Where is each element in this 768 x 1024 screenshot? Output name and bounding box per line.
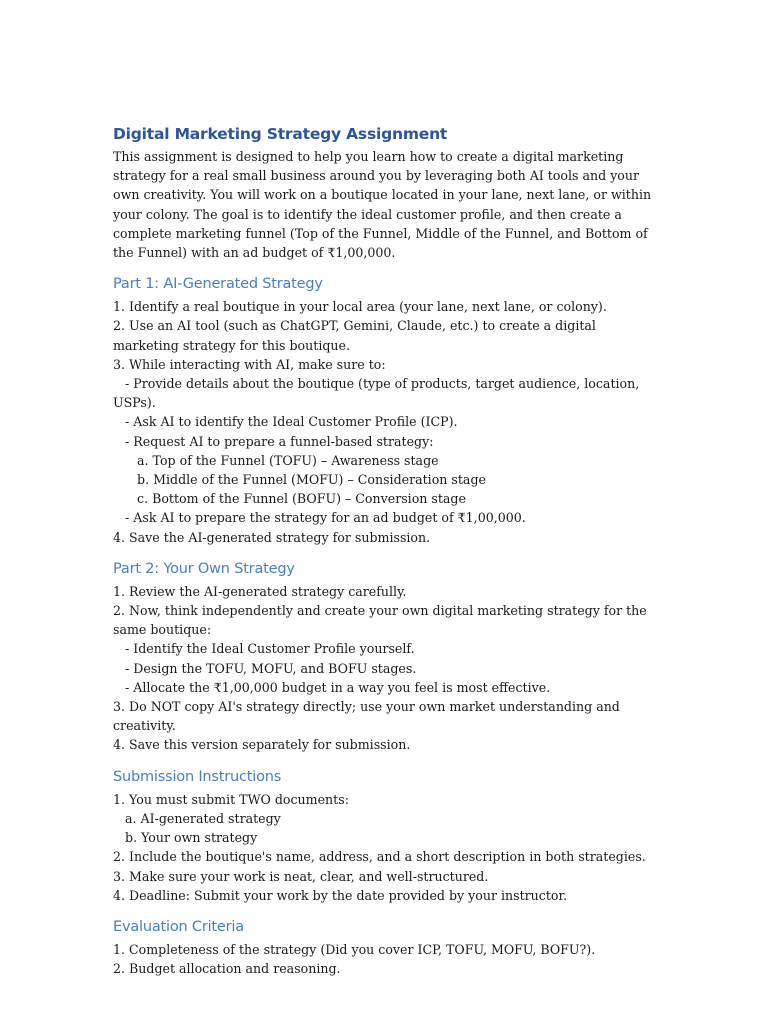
section-list <box>113 940 658 978</box>
document-title: Digital Marketing Strategy Assignment <box>113 125 448 143</box>
section-list <box>113 582 658 755</box>
section-part-2-your-own-strategy <box>113 559 658 755</box>
list-item: 3. Make sure your work is neat, clear, and well-structured. <box>113 868 489 884</box>
section-list <box>113 297 658 547</box>
list-item: 1. You must submit TWO documents: <box>113 791 349 807</box>
list-item: a. Top of the Funnel (TOFU) – Awareness stage <box>113 452 439 468</box>
list-item: 4. Deadline: Submit your work by the date provided by your instructor. <box>113 887 568 903</box>
list-item: 3. Do NOT copy AI's strategy directly; use your own market understanding and creativity. <box>113 699 624 734</box>
list-item: 1. Review the AI-generated strategy carefully. <box>113 583 407 599</box>
list-item: 4. Save the AI-generated strategy for submission. <box>113 529 431 545</box>
section-list <box>113 790 658 905</box>
list-item: b. Middle of the Funnel (MOFU) – Consideration stage <box>113 472 486 488</box>
list-item: 1. Completeness of the strategy (Did you cover ICP, TOFU, MOFU, BOFU?). <box>113 941 596 957</box>
list-item: - Ask AI to identify the Ideal Customer Profile (ICP). <box>113 414 458 430</box>
section-heading: Part 1: AI-Generated Strategy <box>113 276 323 293</box>
list-item: 3. While interacting with AI, make sure to: <box>113 356 386 372</box>
list-item: a. AI-generated strategy <box>113 810 281 826</box>
section-evaluation-criteria <box>113 917 658 978</box>
list-item: 1. Identify a real boutique in your local area (your lane, next lane, or colony). <box>113 299 607 315</box>
list-item: - Provide details about the boutique (type of products, target audience, location, USPs). <box>113 376 644 411</box>
list-item: 2. Include the boutique's name, address, and a short description in both strategies. <box>113 849 646 865</box>
section-heading: Evaluation Criteria <box>113 918 244 935</box>
section-heading: Part 2: Your Own Strategy <box>113 560 295 577</box>
list-item: - Ask AI to prepare the strategy for an ad budget of ₹1,00,000. <box>113 510 526 526</box>
list-item: - Design the TOFU, MOFU, and BOFU stages. <box>113 660 417 676</box>
list-item: 2. Use an AI tool (such as ChatGPT, Gemini, Claude, etc.) to create a digital marketing strategy for this boutique. <box>113 318 600 353</box>
list-item: - Identify the Ideal Customer Profile yourself. <box>113 641 415 657</box>
section-heading: Submission Instructions <box>113 768 282 785</box>
list-item: 2. Now, think independently and create your own digital marketing strategy for the same boutique: <box>113 603 651 638</box>
document-body <box>113 124 658 978</box>
list-item: 4. Save this version separately for submission. <box>113 737 411 753</box>
section-submission-instructions <box>113 767 658 905</box>
sections-container <box>113 274 658 978</box>
list-item: - Request AI to prepare a funnel-based strategy: <box>113 433 434 449</box>
list-item: c. Bottom of the Funnel (BOFU) – Conversion stage <box>113 491 466 507</box>
section-part-1-ai-generated-strategy <box>113 274 658 547</box>
list-item: 2. Budget allocation and reasoning. <box>113 961 341 977</box>
list-item: b. Your own strategy <box>113 830 258 846</box>
intro-paragraph: This assignment is designed to help you learn how to create a digital marketing strategy for a real small business around you by leveraging both AI tools and your own creativity. You will work on a boutique located in your lane, next lane, or within your colony. The goal is to identify the ideal customer profile, and then create a complete marketing funnel (Top of the Funnel, Middle of the Funnel, and Bottom of the Funnel) with an ad budget of ₹1,00,000. <box>113 149 652 261</box>
list-item: - Allocate the ₹1,00,000 budget in a way you feel is most effective. <box>113 679 551 695</box>
